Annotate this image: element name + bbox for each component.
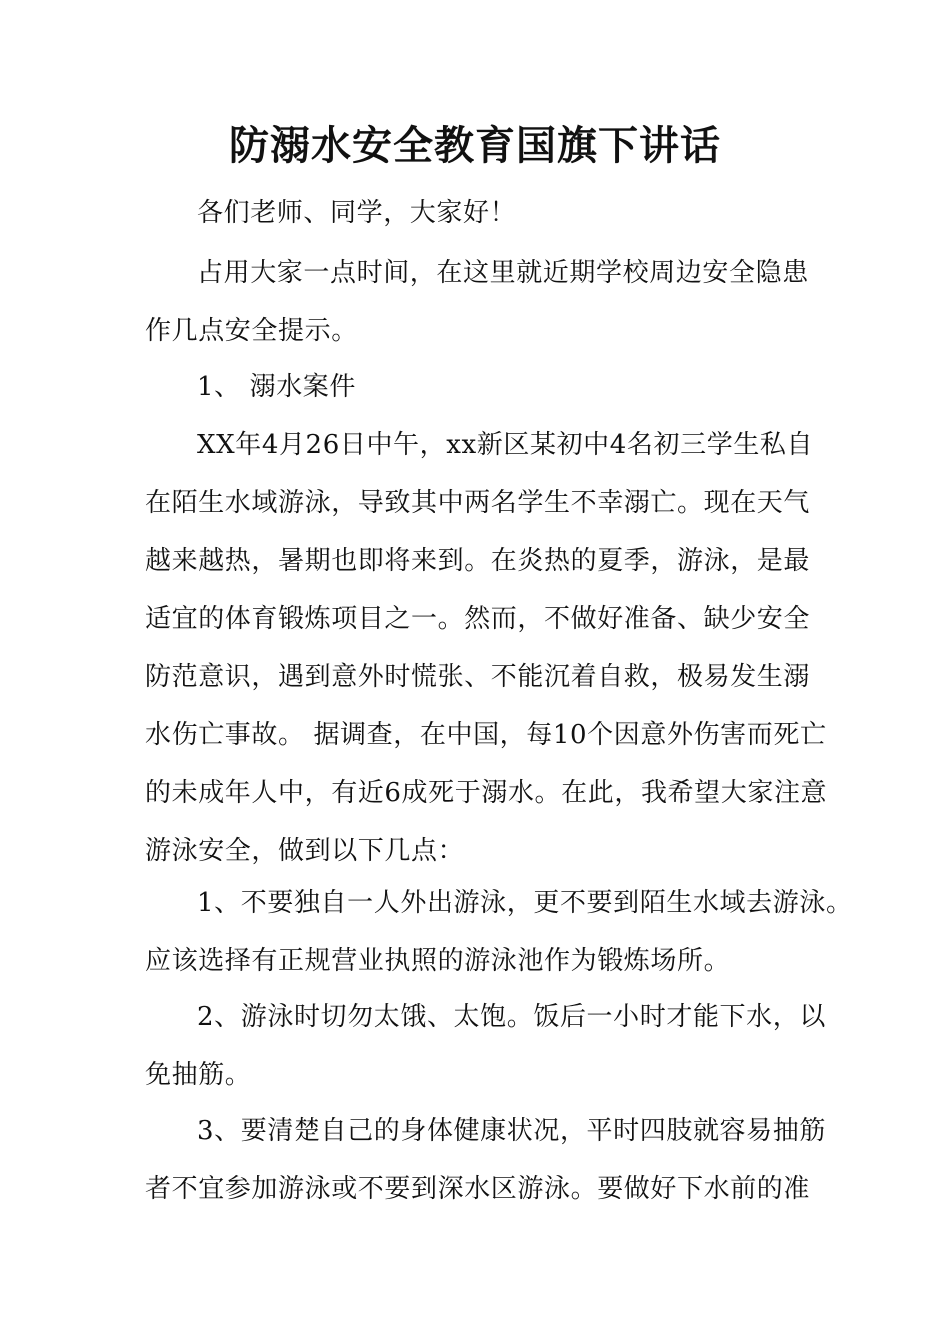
- intro-line-1: 占用大家一点时间，在这里就近期学校周边安全隐患: [197, 258, 809, 288]
- point-1-line-1: 1、不要独自一人外出游泳，更不要到陌生水域去游泳。: [197, 888, 853, 918]
- case-line-2: 在陌生水域游泳，导致其中两名学生不幸溺亡。现在天气: [145, 488, 811, 518]
- case-line-4: 适宜的体育锻炼项目之一。然而，不做好准备、缺少安全: [145, 604, 811, 634]
- case-line-7: 的未成年人中，有近6成死于溺水。在此，我希望大家注意: [145, 778, 828, 808]
- point-3-paragraph: [145, 1102, 825, 1218]
- case-line-8: 游泳安全，做到以下几点：: [145, 836, 465, 866]
- case-line-3: 越来越热，暑期也即将来到。在炎热的夏季，游泳，是最: [145, 546, 811, 576]
- intro-line-2: 作几点安全提示。: [145, 316, 358, 346]
- point-3-line-1: 3、要清楚自己的身体健康状况，平时四肢就容易抽筋: [197, 1116, 826, 1146]
- point-2-line-1: 2、游泳时切勿太饿、太饱。饭后一小时才能下水，以: [197, 1002, 826, 1032]
- point-3-line-2: 者不宜参加游泳或不要到深水区游泳。要做好下水前的准: [145, 1174, 811, 1204]
- case-line-5: 防范意识，遇到意外时慌张、不能沉着自救，极易发生溺: [145, 662, 811, 692]
- section-heading: [145, 358, 825, 416]
- point-2-paragraph: [145, 988, 825, 1104]
- point-1-paragraph: [145, 874, 853, 990]
- page-title: 防溺水安全教育国旗下讲话: [229, 123, 721, 169]
- greeting-paragraph: [145, 184, 825, 242]
- case-paragraph: [145, 416, 828, 880]
- section-heading-line: 1、 溺水案件: [197, 372, 357, 402]
- point-2-line-2: 免抽筋。: [145, 1060, 252, 1090]
- case-line-1: XX年4月26日中午，xx新区某初中4名初三学生私自: [197, 430, 814, 460]
- case-line-6: 水伤亡事故。 据调查，在中国，每10个因意外伤害而死亡: [145, 720, 827, 750]
- point-1-line-2: 应该选择有正规营业执照的游泳池作为锻炼场所。: [145, 946, 731, 976]
- greeting-line: 各们老师、同学，大家好！: [197, 198, 517, 228]
- intro-paragraph: [145, 244, 825, 360]
